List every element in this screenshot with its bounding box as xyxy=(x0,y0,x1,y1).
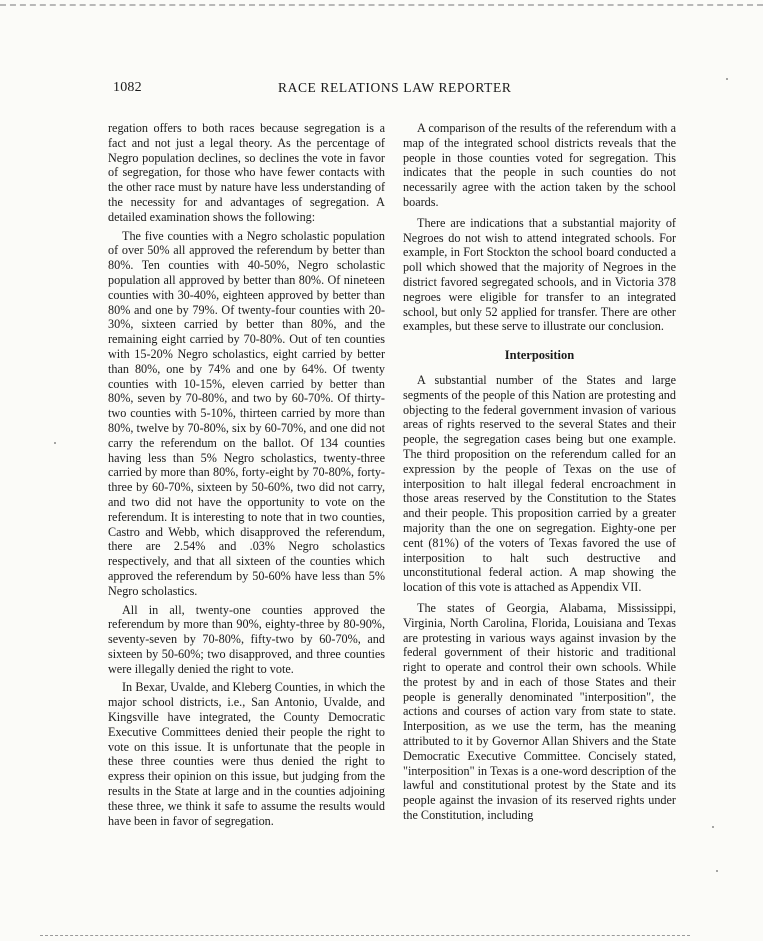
scan-speck xyxy=(712,826,714,828)
scan-speck xyxy=(716,870,718,872)
page-number: 1082 xyxy=(113,80,142,95)
left-paragraph-4: In Bexar, Uvalde, and Kleberg Counties, in which the major school districts, i.e., San Antonio, Uvalde, and Kingsville have integrated, the County Democratic Executive Committees denied their people the right to vote on this issue. It is unfortunate that the people in these three counties were thus denied the right to express their opinion on this issue, but judging from the results in the State at large and in the counties adjoining these three, we think it safe to assume the results would have been in favor of segregation. xyxy=(108,680,385,828)
scan-speck xyxy=(54,442,56,444)
scan-speck xyxy=(726,78,728,80)
left-paragraph-2: The five counties with a Negro scholastic population of over 50% all approved the referendum by better than 80%. Ten counties with 40-50%, Negro scholastic population all approved by better than 80%. Of nineteen counties with 30-40%, eighteen approved by better than 80% and one by 79%. Of twenty-four counties with 20-30%, sixteen carried by better than 80%, and the remaining eight carried by 70-80%. Out of ten counties with 15-20% Negro scholastics, eight carried by better than 80%, one by 74% and one by 64%. Of twenty counties with 10-15%, eleven carried by better than 80%, seven by 70-80%, and two by 60-70%. Of thirty-two counties with 5-10%, thirteen carried by more than 80%, twelve by 70-80%, six by 60-70%, and one did not carry the referendum on the ballot. Of 134 counties having less than 5% Negro scholastics, twenty-three carried by more than 80%, forty-eight by 70-80%, forty-three by 60-70%, sixteen by 50-60%, two did not carry, and two did not have the opportunity to vote on the referendum. It is interesting to note that in two counties, Castro and Webb, which disapproved the referendum, there are 2.54% and .03% Negro scholastics respectively, and that all sixteen of the counties which approved the referendum by 50-60% have less than 5% Negro scholastics. xyxy=(108,228,385,598)
left-paragraph-3: All in all, twenty-one counties approved the referendum by more than 90%, eighty-three by 80-90%, seventy-seven by 70-80%, fifty-two by 60-70%, and sixteen by 50-60%; two disapproved, and three counties were illegally denied the right to vote. xyxy=(108,602,385,676)
running-head: RACE RELATIONS LAW REPORTER xyxy=(278,80,512,95)
right-paragraph-1: A comparison of the results of the referendum with a map of the integrated school districts reveals that the people in those counties voted for segregation. This indicates that the people in such counties do not necessarily agree with the action taken by the school boards. xyxy=(403,121,676,209)
section-heading: Interposition xyxy=(504,348,575,363)
top-scan-edge xyxy=(0,4,763,6)
left-column xyxy=(108,121,385,828)
left-paragraph-1: regation offers to both races because segregation is a fact and not just a legal theory. As the percentage of Negro population declines, so declines the vote in favor of segregation, for those who have fewer contacts with the other race must by nature have less understanding of the necessity for and advantages of segregation. A detailed examination shows the following: xyxy=(108,121,385,224)
right-paragraph-3: A substantial number of the States and large segments of the people of this Nation are protesting and objecting to the federal government invasion of various areas of rights reserved to the several States and their people, the segregation cases being but one example. The third proposition on the referendum called for an expression by the people of Texas on the use of interposition to halt illegal federal encroachment in those areas reserved by the Constitution to the States and their people. This proposition carried by a greater majority than the one on segregation. Eighty-one per cent (81%) of the voters of Texas favored the use of interposition to halt such destructive and unconstitutional federal action. A map showing the location of this vote is attached as Appendix VII. xyxy=(403,372,676,595)
right-column xyxy=(403,121,676,823)
bottom-scan-edge xyxy=(40,935,690,936)
right-paragraph-4: The states of Georgia, Alabama, Mississippi, Virginia, North Carolina, Florida, Louisiana and Texas are protesting in various ways against invasion by the federal government of their historic and traditional right to operate and control their own schools. While the protest by and in each of those States and their people is generally denominated "interposition", the actions and courses of action vary from state to state. Interposition, as we use the term, has the meaning attributed to it by Governor Allan Shivers and the State Democratic Executive Committee. Concisely stated, "interposition" in Texas is a one-word description of the lawful and constitutional protest by the State and its people against the invasion of its reserved rights under the Constitution, including xyxy=(403,600,676,823)
right-paragraph-2: There are indications that a substantial majority of Negroes do not wish to attend integrated schools. For example, in Fort Stockton the school board conducted a poll which showed that the majority of Negroes in the district favored segregated schools, and in Victoria 378 negroes were eligible for transfer to an integrated school, but only 52 applied for transfer. There are other examples, but these serve to illustrate our conclusion. xyxy=(403,215,676,334)
